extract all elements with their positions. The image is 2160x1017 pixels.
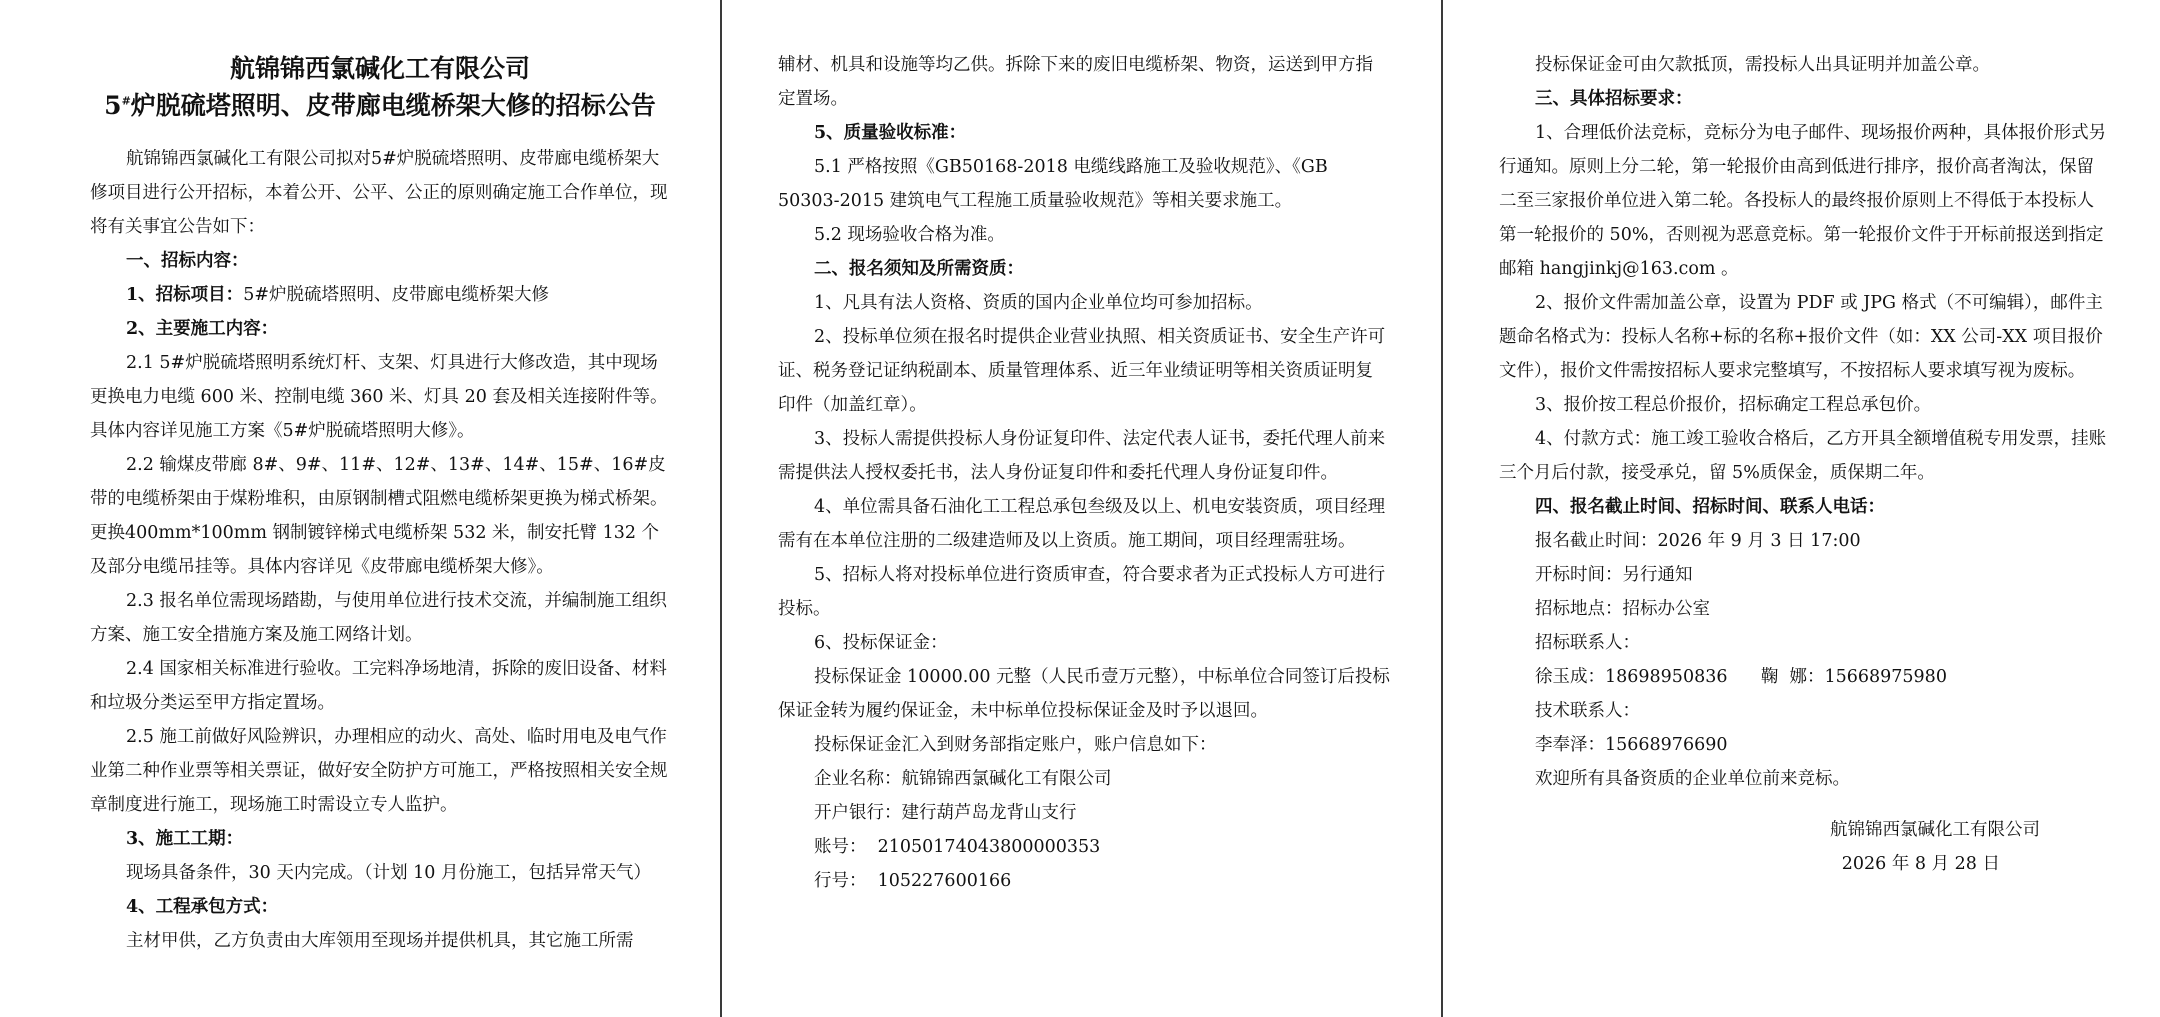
paragraph: 2.4 国家相关标准进行验收。工完料净场地清，拆除的废旧设备、材料和垃圾分类运至甲方指定置场。 <box>90 659 667 713</box>
paragraph: 投标保证金汇入到财务部指定账户，账户信息如下： <box>814 735 1217 755</box>
paragraph: 5.2 现场验收合格为准。 <box>814 225 1005 245</box>
item-heading: 3、施工工期： <box>126 829 244 849</box>
bid-opening-time: 开标时间：另行通知 <box>1535 565 1693 585</box>
account-company-name: 企业名称：航锦锦西氯碱化工有限公司 <box>814 769 1112 789</box>
bank-number: 行号： 105227600166 <box>814 871 1012 891</box>
section-heading: 三、具体招标要求： <box>1535 89 1693 109</box>
paragraph: 4、单位需具备石油化工工程总承包叁级及以上、机电安装资质，项目经理需有在本单位注册的二级建造师及以上资质。施工期间，项目经理需驻场。 <box>778 497 1386 551</box>
paragraph: 1、凡具有法人资格、资质的国内企业单位均可参加招标。 <box>814 293 1263 313</box>
page-column-3 <box>1443 0 2160 1017</box>
signature-date: 2026 年 8 月 28 日 <box>1841 854 2000 874</box>
paragraph: 5、招标人将对投标单位进行资质审查，符合要求者为正式投标人方可进行投标。 <box>778 565 1386 619</box>
item-heading: 4、工程承包方式： <box>126 897 279 917</box>
page-column-2 <box>722 0 1440 1017</box>
paragraph: 2.1 5#炉脱硫塔照明系统灯杆、支架、灯具进行大修改造，其中现场更换电力电缆 600 米、控制电缆 360 米、灯具 20 套及相关连接附件等。具体内容详见施工方案《5#炉脱硫塔照明大修》。 <box>90 353 668 441</box>
item-line <box>90 278 670 312</box>
section-heading: 四、报名截止时间、招标时间、联系人电话： <box>1535 497 1885 517</box>
paragraph: 2.5 施工前做好风险辨识，办理相应的动火、高处、临时用电及电气作业第二种作业票等相关票证，做好安全防护方可施工，严格按照相关安全规章制度进行施工，现场施工时需设立专人监护。 <box>90 727 668 815</box>
contact-label: 招标联系人： <box>1535 633 1640 653</box>
paragraph: 主材甲供，乙方负责由大库领用至现场并提供机具，其它施工所需 <box>126 931 634 951</box>
section-heading: 一、招标内容： <box>126 251 249 271</box>
document-title-company: 航锦锦西氯碱化工有限公司 <box>229 54 530 83</box>
item-heading: 1、招标项目： <box>126 285 244 305</box>
item-heading: 5、质量验收标准： <box>814 123 967 143</box>
bid-location: 招标地点：招标办公室 <box>1535 599 1710 619</box>
section-heading: 二、报名须知及所需资质： <box>814 259 1024 279</box>
account-number: 账号： 21050174043800000353 <box>814 837 1101 857</box>
item-heading: 2、主要施工内容： <box>126 319 279 339</box>
tech-contact-label: 技术联系人： <box>1535 701 1640 721</box>
contact-phones: 徐玉成：18698950836 鞠 娜：15668975980 <box>1535 667 1947 687</box>
paragraph: 3、投标人需提供投标人身份证复印件、法定代表人证书，委托代理人前来需提供法人授权委托书，法人身份证复印件和委托代理人身份证复印件。 <box>778 429 1386 483</box>
paragraph: 2.2 输煤皮带廊 8#、9#、11#、12#、13#、14#、15#、16#皮带的电缆桥架由于煤粉堆积，由原钢制槽式阻燃电缆桥架更换为梯式桥架。更换400mm*100mm 钢制镀锌梯式电缆桥架 532 米，制安托臂 132 个及部分电缆吊挂等。具体内容详见《皮带廊电缆桥架大修》。 <box>90 455 668 577</box>
signature-company: 航锦锦西氯碱化工有限公司 <box>1830 820 2040 840</box>
paragraph: 6、投标保证金： <box>814 633 948 653</box>
page-column-1 <box>0 0 720 1017</box>
title-number: 5 <box>104 91 122 120</box>
paragraph: 2、投标单位须在报名时提供企业营业执照、相关资质证书、安全生产许可证、税务登记证纳税副本、质量管理体系、近三年业绩证明等相关资质证明复印件（加盖红章）。 <box>778 327 1386 415</box>
item-text: 5#炉脱硫塔照明、皮带廊电缆桥架大修 <box>243 285 549 305</box>
registration-deadline: 报名截止时间：2026 年 9 月 3 日 17:00 <box>1535 531 1861 551</box>
paragraph: 5.1 严格按照《GB50168-2018 电缆线路施工及验收规范》、《GB 50303-2015 建筑电气工程施工质量验收规范》等相关要求施工。 <box>778 157 1328 211</box>
paragraph: 3、报价按工程总价报价，招标确定工程总承包价。 <box>1535 395 1932 415</box>
tech-contact-phone: 李奉泽：15668976690 <box>1535 735 1728 755</box>
paragraph: 2、报价文件需加盖公章，设置为 PDF 或 JPG 格式（不可编辑），邮件主题命名格式为：投标人名称+标的名称+报价文件（如：XX 公司-XX 项目报价文件），报价文件需按招标人要求完整填写，不按招标人要求填写视为废标。 <box>1499 293 2103 381</box>
paragraph: 现场具备条件，30 天内完成。（计划 10 月份施工，包括异常天气） <box>126 863 651 883</box>
paragraph: 投标保证金 10000.00 元整（人民币壹万元整），中标单位合同签订后投标保证金转为履约保证金，未中标单位投标保证金及时予以退回。 <box>778 667 1390 721</box>
paragraph: 投标保证金可由欠款抵顶，需投标人出具证明并加盖公章。 <box>1535 55 1990 75</box>
paragraph: 2.3 报名单位需现场踏勘，与使用单位进行技术交流，并编制施工组织方案、施工安全措施方案及施工网络计划。 <box>90 591 667 645</box>
paragraph: 1、合理低价法竞标，竞标分为电子邮件、现场报价两种，具体报价形式另行通知。原则上分二轮，第一轮报价由高到低进行排序，报价高者淘汰，保留二至三家报价单位进入第二轮。各投标人的最终报价原则上不得低于本投标人第一轮报价的 50%，否则视为恶意竞标。第一轮报价文件于开标前报送到指定邮箱 hangjinkj@163.com 。 <box>1499 123 2107 279</box>
welcome-text: 欢迎所有具备资质的企业单位前来竞标。 <box>1535 769 1850 789</box>
paragraph: 辅材、机具和设施等均乙供。拆除下来的废旧电缆桥架、物资，运送到甲方指定置场。 <box>778 55 1373 109</box>
paragraph: 4、付款方式：施工竣工验收合格后，乙方开具全额增值税专用发票，挂账三个月后付款，接受承兑，留 5%质保金，质保期二年。 <box>1499 429 2107 483</box>
intro-paragraph: 航锦锦西氯碱化工有限公司拟对5#炉脱硫塔照明、皮带廊电缆桥架大修项目进行公开招标，本着公开、公平、公正的原则确定施工合作单位，现将有关事宜公告如下： <box>90 149 668 237</box>
title-text: 炉脱硫塔照明、皮带廊电缆桥架大修的招标公告 <box>130 91 656 120</box>
title-number-mark: # <box>121 94 131 108</box>
document-title-project <box>90 87 670 124</box>
account-bank: 开户银行：建行葫芦岛龙背山支行 <box>814 803 1077 823</box>
